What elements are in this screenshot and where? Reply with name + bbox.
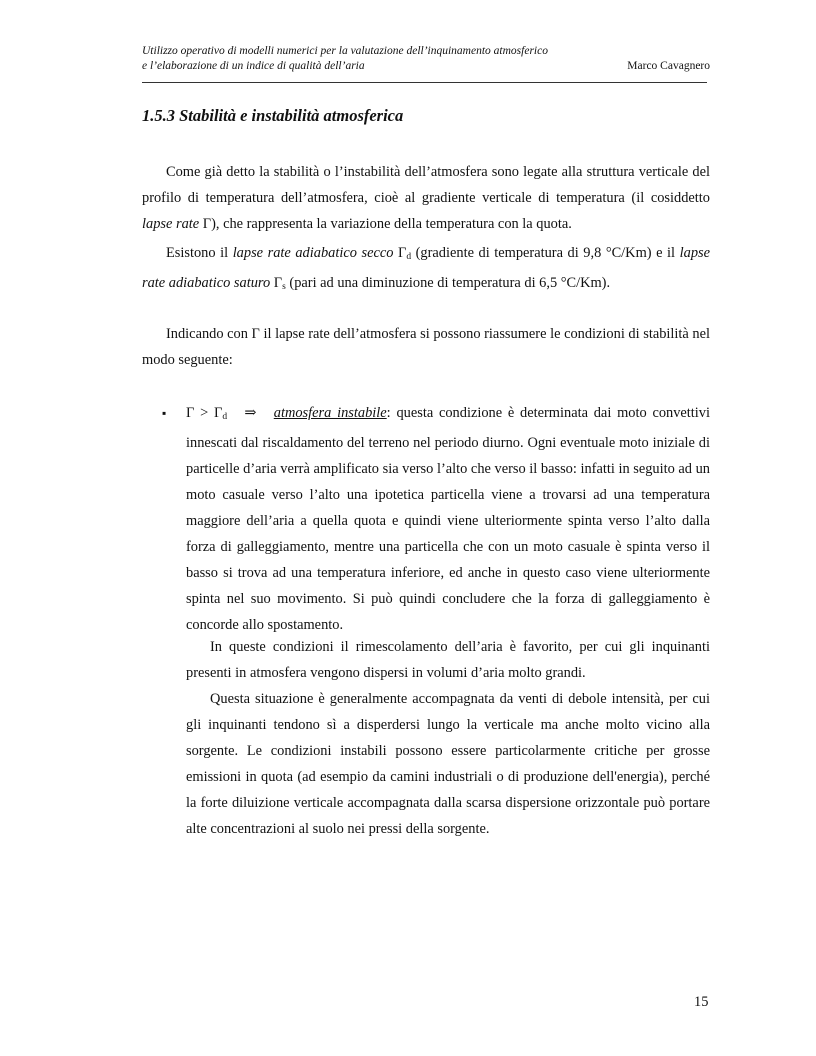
p1-term-lapse-rate: lapse rate: [142, 216, 200, 232]
p2-term-dry: lapse rate adiabatico secco: [232, 245, 394, 261]
bullet-arrow: ⇒: [227, 405, 274, 421]
bullet-condition: Γ > Γ: [186, 405, 223, 421]
page-number: 15: [694, 994, 709, 1010]
p2-gamma-saturated: Γ: [270, 275, 283, 291]
paragraph-winds: Questa situazione è generalmente accompagnata da venti di debole intensità, per cui gli inquinanti tendono sì a disperdersi lungo la verticale ma anche molto vicino alla sorgente. Le condizioni instabili possono essere particolarmente critiche per grosse emissioni in quota (ad esempio da camini industriali o di produzione dell'energia), perché la forte diluizione verticale accompagnata dalla scarsa dispersione orizzontale può portare alte concentrazioni al suolo nei pressi della sorgente.: [186, 691, 710, 837]
p1-text-b: ), che rappresenta la variazione della temperatura con la quota.: [211, 216, 572, 232]
p2-text-c: (pari ad una diminuzione di temperatura di 6,5 °C/Km).: [285, 275, 611, 291]
bullet-term-unstable: atmosfera instabile: [273, 405, 387, 421]
p2-term-saturated: lapse rate adiabatico saturo: [142, 245, 711, 291]
header-author: Marco Cavagnero: [627, 60, 710, 72]
paragraph-mixing: In queste condizioni il rimescolamento dell’aria è favorito, per cui gli inquinanti presenti in atmosfera vengono dispersi in volumi d’aria molto grandi.: [186, 639, 710, 681]
p1-text-a: Come già detto la stabilità o l’instabilità dell’atmosfera sono legate alla struttura verticale del profilo di temperatura dell’atmosfera, cioè al gradiente verticale di temperatura (il cosiddetto: [142, 164, 710, 206]
bullet-marker: ▪: [162, 406, 167, 420]
paragraph-intro: [142, 159, 710, 237]
page-header: [142, 44, 710, 74]
p1-gamma: Γ: [199, 216, 212, 232]
header-title-line-2: e l’elaborazione di un indice di qualità dell’aria: [142, 60, 365, 72]
paragraph-lapse-rates: [142, 240, 710, 300]
bullet-unstable-atmosphere: [186, 400, 710, 638]
bullet-text: : questa condizione è determinata dai moto convettivi innescati dal riscaldamento del terreno nel periodo diurno. Ogni eventuale moto iniziale di particelle d’aria verrà amplificato sia verso l’alto che verso il basso: infatti in seguito ad un moto casuale verso l’alto una ipotetica particella viene a trovarsi ad una temperatura maggiore dell’aria a quella quota e quindi viene ulteriormente spinta verso l’alto dalla forza di galleggiamento, mentre una particella che con un moto casuale è spinta verso il basso si trova ad una temperatura inferiore, ed anche in questo caso viene ulteriormente spinta nel suo movimento. Si può quindi concludere che la forza di galleggiamento è concorde allo spostamento.: [186, 405, 710, 633]
section-title: 1.5.3 Stabilità e instabilità atmosferica: [142, 106, 404, 125]
p2-gamma-dry: Γ: [393, 245, 407, 261]
p2-text-b: (gradiente di temperatura di 9,8 °C/Km) e il: [411, 245, 680, 261]
paragraph-conditions: Indicando con Γ il lapse rate dell’atmosfera si possono riassumere le condizioni di stabilità nel modo seguente:: [142, 326, 710, 368]
p2-text-a: Esistono il: [166, 245, 233, 261]
p2-sub-dry: d: [406, 252, 412, 262]
p2-sub-saturated: s: [282, 282, 286, 292]
header-rule: [142, 82, 707, 83]
header-title-line-1: Utilizzo operativo di modelli numerici per la valutazione dell’inquinamento atmosferico: [142, 45, 548, 57]
bullet-condition-sub: d: [222, 412, 228, 422]
